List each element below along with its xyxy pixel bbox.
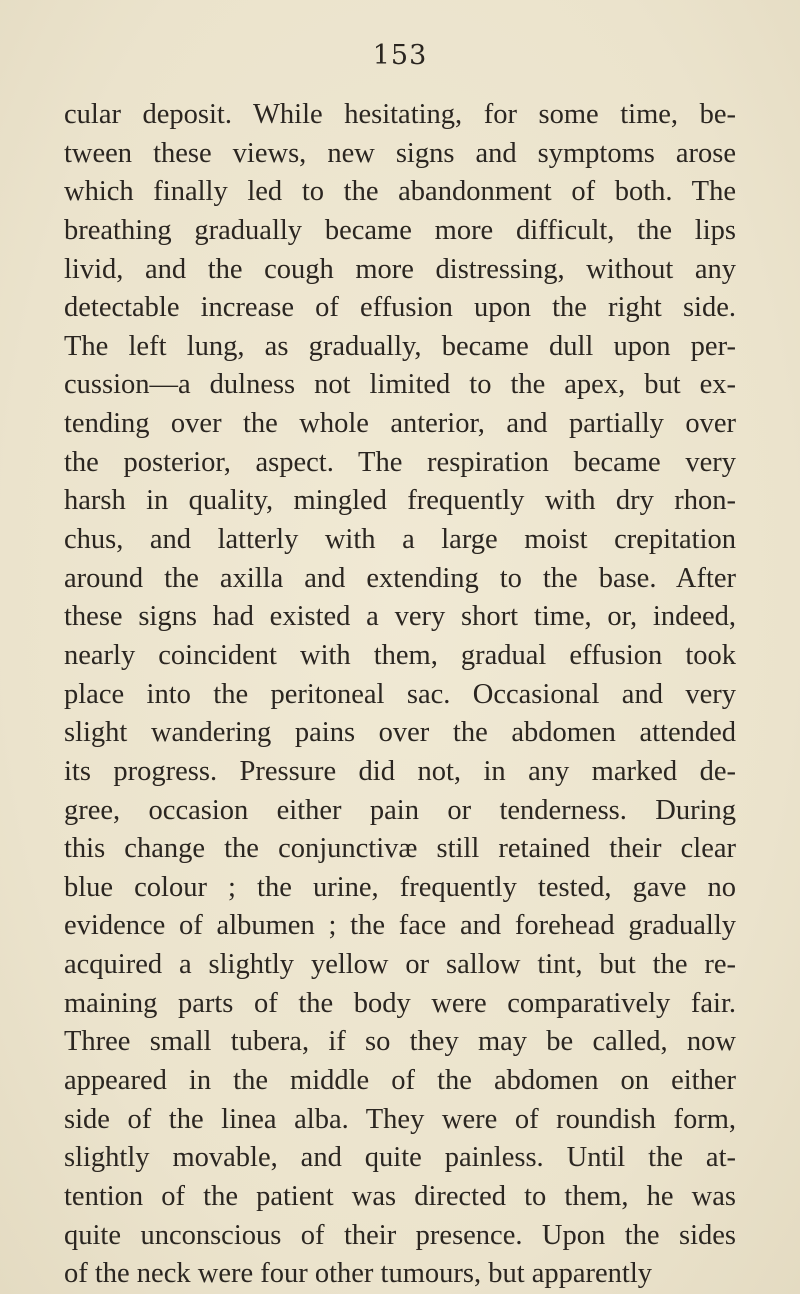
text-line: livid, and the cough more distressing, without any (64, 253, 736, 285)
text-line: cular deposit. While hesitating, for some time, be- (64, 99, 736, 130)
text-line: appeared in the middle of the abdomen on either (64, 1065, 736, 1097)
text-line: gree, occasion either pain or tenderness. During (64, 794, 736, 826)
text-line: cussion—a dulness not limited to the apex, but ex- (64, 369, 736, 401)
text-line: slight wandering pains over the abdomen attended (64, 717, 736, 749)
text-line: the posterior, aspect. The respiration became very (64, 446, 736, 478)
text-line: tween these views, new signs and symptoms arose (64, 137, 736, 169)
text-line: around the axilla and extending to the base. After (64, 562, 736, 594)
text-line: maining parts of the body were comparatively fair. (64, 987, 736, 1019)
text-line: these signs had existed a very short time, or, indeed, (64, 601, 736, 633)
text-line: place into the peritoneal sac. Occasional and very (64, 678, 736, 710)
text-line: slightly movable, and quite painless. Until the at- (64, 1142, 736, 1174)
text-line: harsh in quality, mingled frequently with dry rhon- (64, 485, 736, 517)
text-line: this change the conjunctivæ still retained their clear (64, 833, 736, 865)
text-line: Three small tubera, if so they may be called, now (64, 1026, 736, 1058)
text-line: side of the linea alba. They were of roundish form, (64, 1103, 736, 1135)
text-line: nearly coincident with them, gradual effusion took (64, 639, 736, 671)
text-line: chus, and latterly with a large moist crepitation (64, 524, 736, 556)
page-number: 153 (372, 40, 428, 71)
text-line: The left lung, as gradually, became dull upon per- (64, 330, 736, 362)
text-line: blue colour ; the urine, frequently tested, gave no (64, 871, 736, 903)
text-line: tending over the whole anterior, and partially over (64, 408, 736, 440)
text-line: tention of the patient was directed to them, he was (64, 1180, 736, 1212)
text-line: acquired a slightly yellow or sallow tint, but the re- (64, 949, 736, 981)
text-line: quite unconscious of their presence. Upon the sides (64, 1219, 736, 1251)
text-line: its progress. Pressure did not, in any marked de- (64, 755, 736, 787)
text-line: which finally led to the abandonment of both. The (64, 176, 736, 208)
text-line: of the neck were four other tumours, but apparently (64, 1258, 653, 1290)
text-line: evidence of albumen ; the face and forehead gradually (64, 910, 736, 942)
body-text (64, 96, 736, 1294)
text-line: detectable increase of effusion upon the right side. (64, 292, 736, 324)
text-line: breathing gradually became more difficult, the lips (64, 214, 736, 246)
